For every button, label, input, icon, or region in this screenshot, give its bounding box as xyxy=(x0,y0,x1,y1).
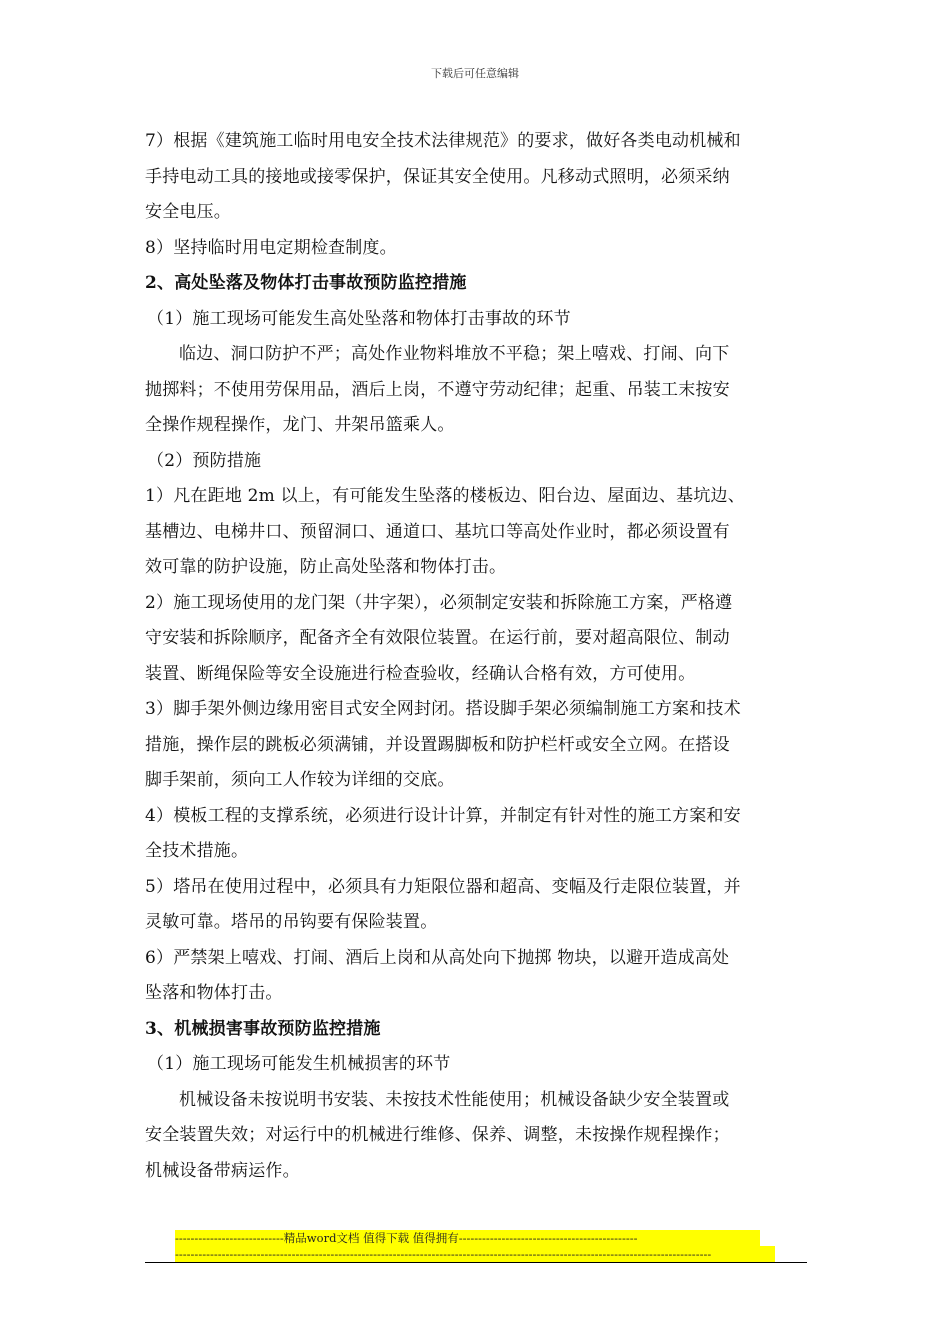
text-line: 坠落和物体打击。 xyxy=(145,983,283,1003)
text-line: 3）脚手架外侧边缘用密目式安全网封闭。搭设脚手架必须编制施工方案和技术 xyxy=(145,699,741,719)
text-line: 装置、断绳保险等安全设施进行检查验收，经确认合格有效，方可使用。 xyxy=(145,663,696,684)
text-line: 安全装置失效；对运行中的机械进行维修、保养、调整，未按操作规程操作； xyxy=(145,1125,730,1145)
text-line: 效可靠的防护设施，防止高处坠落和物体打击。 xyxy=(145,557,507,577)
text-line: 灵敏可靠。塔吊的吊钩要有保险装置。 xyxy=(145,912,438,932)
text-line: 抛掷料；不使用劳保用品，酒后上岗，不遵守劳动纪律；起重、吊装工末按安 xyxy=(145,379,730,400)
text-line: 安全电压。 xyxy=(145,202,231,222)
text-line: 7）根据《建筑施工临时用电安全技术法律规范》的要求，做好各类电动机械和 xyxy=(145,131,741,151)
text-line: 脚手架前，须向工人作较为详细的交底。 xyxy=(145,770,455,790)
text-line: 手持电动工具的接地或接零保护，保证其安全使用。凡移动式照明，必须采纳 xyxy=(145,166,730,187)
text-line: 守安装和拆除顺序，配备齐全有效限位装置。在运行前，要对超高限位、制动 xyxy=(145,628,730,648)
text-line: （1）施工现场可能发生机械损害的环节 xyxy=(147,1054,451,1074)
footer-highlight-line-2: ------------------------------------------------------------------------------------------------------------------------------------------ xyxy=(175,1246,775,1262)
text-line: 全操作规程操作，龙门、井架吊篮乘人。 xyxy=(145,415,455,435)
text-line: 4）模板工程的支撑系统，必须进行设计计算，并制定有针对性的施工方案和安 xyxy=(145,805,741,826)
text-line: 6）严禁架上嘻戏、打闹、酒后上岗和从高处向下抛掷 物块，以避开造成高处 xyxy=(145,947,730,968)
text-line: 2）施工现场使用的龙门架（井字架），必须制定安装和拆除施工方案，严格遵 xyxy=(145,592,733,613)
page-header-note: 下载后可任意编辑 xyxy=(431,67,519,80)
text-line: 1）凡在距地 2m 以上，有可能发生坠落的楼板边、阳台边、屋面边、基坑边、 xyxy=(145,486,745,506)
document-body xyxy=(145,124,810,1189)
text-line: 基槽边、电梯井口、预留洞口、通道口、基坑口等高处作业时，都必须设置有 xyxy=(145,521,730,542)
text-line: 全技术措施。 xyxy=(145,841,249,861)
text-line: 措施，操作层的跳板必须满铺，并设置踢脚板和防护栏杆或安全立网。在搭设 xyxy=(145,734,730,755)
section-heading: 3、机械损害事故预防监控措施 xyxy=(145,1018,381,1039)
text-line: 机械设备带病运作。 xyxy=(145,1160,300,1181)
text-line: 8）坚持临时用电定期检查制度。 xyxy=(145,237,397,258)
text-line: 5）塔吊在使用过程中，必须具有力矩限位器和超高、变幅及行走限位装置，并 xyxy=(145,876,741,897)
section-heading: 2、高处坠落及物体打击事故预防监控措施 xyxy=(145,273,467,293)
footer-highlight-line-1: ----------------------------精品word文档 值得下载 值得拥有---------------------------------------------- xyxy=(175,1230,760,1246)
text-line: （1）施工现场可能发生高处坠落和物体打击事故的环节 xyxy=(147,308,571,329)
text-line: 临边、洞口防护不严；高处作业物料堆放不平稳；架上嘻戏、打闹、向下 xyxy=(179,344,730,364)
footer-rule xyxy=(145,1262,807,1263)
text-line: 机械设备未按说明书安装、未按技术性能使用；机械设备缺少安全装置或 xyxy=(179,1089,730,1110)
text-line: （2）预防措施 xyxy=(147,450,262,471)
